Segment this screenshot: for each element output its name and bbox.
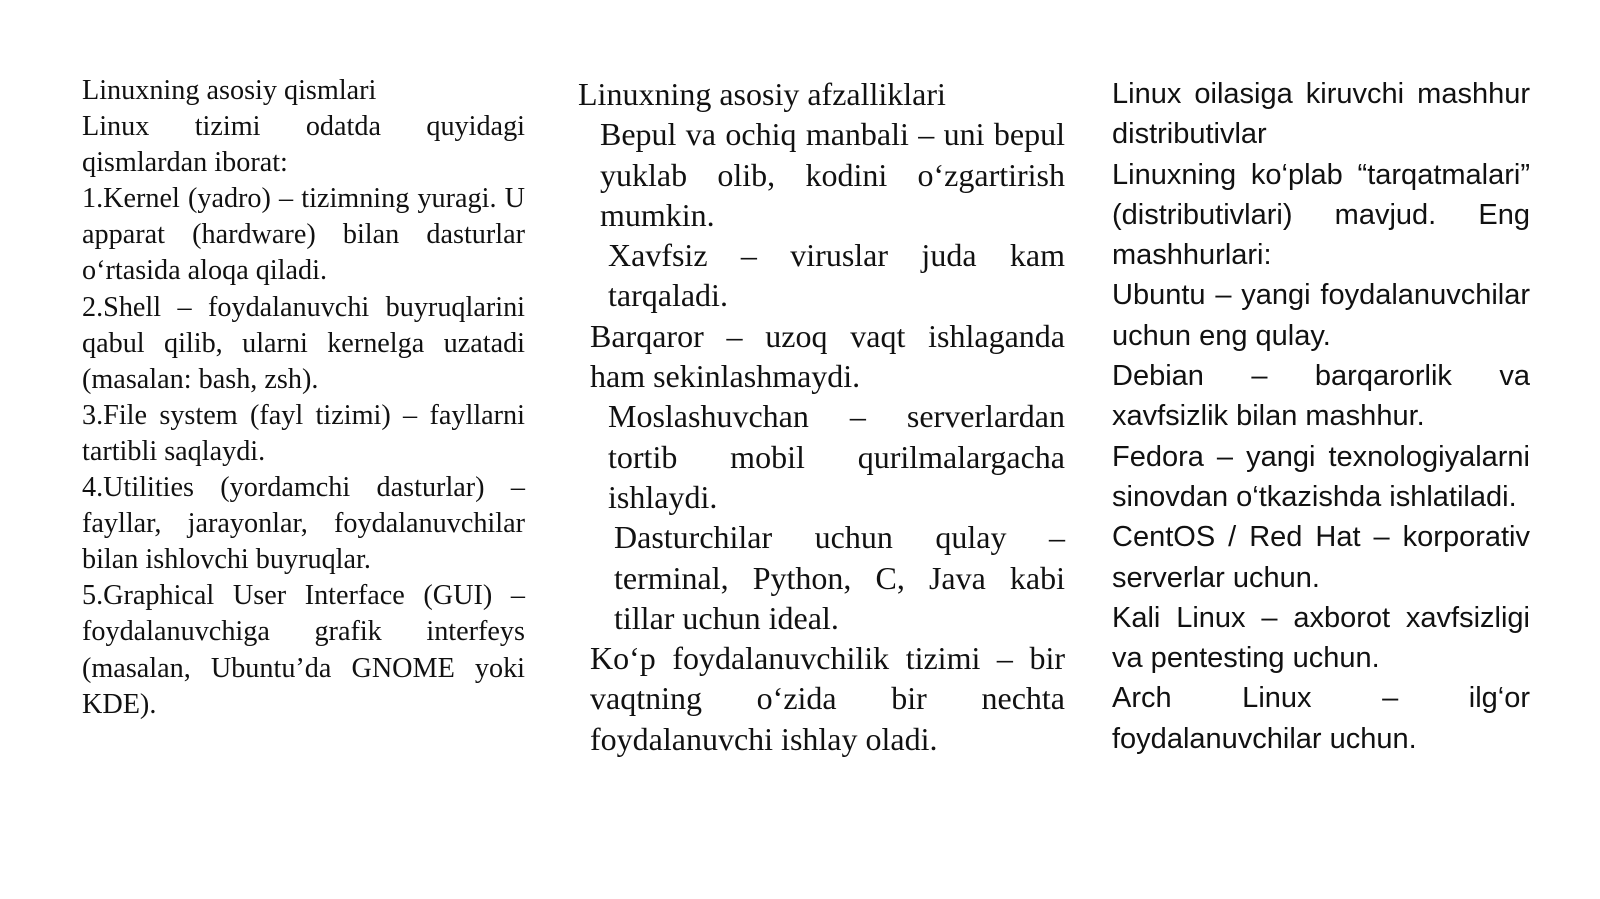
distro-item-debian: Debian – barqarorlik va xavfsizlik bilan mashhur.	[1112, 360, 1530, 433]
advantage-item-stable: Barqaror – uzoq vaqt ishlaganda ham sekinlashmaydi.	[590, 317, 1065, 395]
parts-item-shell: 2.Shell – foydalanuvchi buyruqlarini qabul qilib, ularni kernelga uzatadi (masalan: bash, zsh).	[82, 291, 525, 395]
distributions-intro: Linuxning ko‘plab “tarqatmalari” (distributivlari) mavjud. Eng mashhurlari:	[1112, 158, 1530, 272]
parts-intro: Linux tizimi odatda quyidagi qismlardan iborat:	[82, 111, 525, 179]
advantages-title: Linuxning asosiy afzalliklari	[578, 76, 946, 112]
parts-item-gui: 5.Graphical User Interface (GUI) – foydalanuvchiga grafik interfeys (masalan, Ubuntu’da GNOME yoki KDE).	[82, 580, 525, 720]
parts-item-kernel: 1.Kernel (yadro) – tizimning yuragi. U apparat (hardware) bilan dasturlar o‘rtasida aloqa qiladi.	[82, 183, 525, 287]
distro-item-arch: Arch Linux – ilg‘or foydalanuvchilar uchun.	[1112, 682, 1530, 755]
parts-item-file-system: 3.File system (fayl tizimi) – fayllarni tartibli saqlaydi.	[82, 399, 525, 467]
advantage-item-secure: Xavfsiz – viruslar juda kam tarqaladi.	[608, 237, 1065, 314]
parts-title: Linuxning asosiy qismlari	[82, 75, 377, 106]
distro-item-fedora: Fedora – yangi texnologiyalarni sinovdan o‘tkazishda ishlatiladi.	[1112, 440, 1530, 513]
advantage-item-free-open: Bepul va ochiq manbali – uni bepul yuklab olib, kodini o‘zgartirish mumkin.	[600, 116, 1065, 233]
distro-item-centos-redhat: CentOS / Red Hat – korporativ serverlar uchun.	[1112, 521, 1530, 594]
advantage-item-multiuser: Ko‘p foydalanuvchilik tizimi – bir vaqtning o‘zida bir nechta foydalanuvchi ishlay oladi.	[590, 640, 1065, 757]
linux-parts-column	[82, 73, 525, 723]
distro-item-kali: Kali Linux – axborot xavfsizligi va pentesting uchun.	[1112, 601, 1530, 675]
distro-item-ubuntu: Ubuntu – yangi foydalanuvchilar uchun eng qulay.	[1112, 279, 1530, 352]
advantage-item-developers: Dasturchilar uchun qulay – terminal, Python, C, Java kabi tillar uchun ideal.	[614, 519, 1065, 636]
linux-distributions-column	[1112, 74, 1530, 759]
parts-item-utilities: 4.Utilities (yordamchi dasturlar) – fayllar, jarayonlar, foydalanuvchilar bilan ishlovchi buyruqlar.	[82, 472, 525, 576]
advantage-item-flexible: Moslashuvchan – serverlardan tortib mobil qurilmalargacha ishlaydi.	[608, 398, 1065, 515]
distributions-title: Linux oilasiga kiruvchi mashhur distributivlar	[1112, 78, 1530, 151]
linux-advantages-column	[578, 74, 1065, 759]
